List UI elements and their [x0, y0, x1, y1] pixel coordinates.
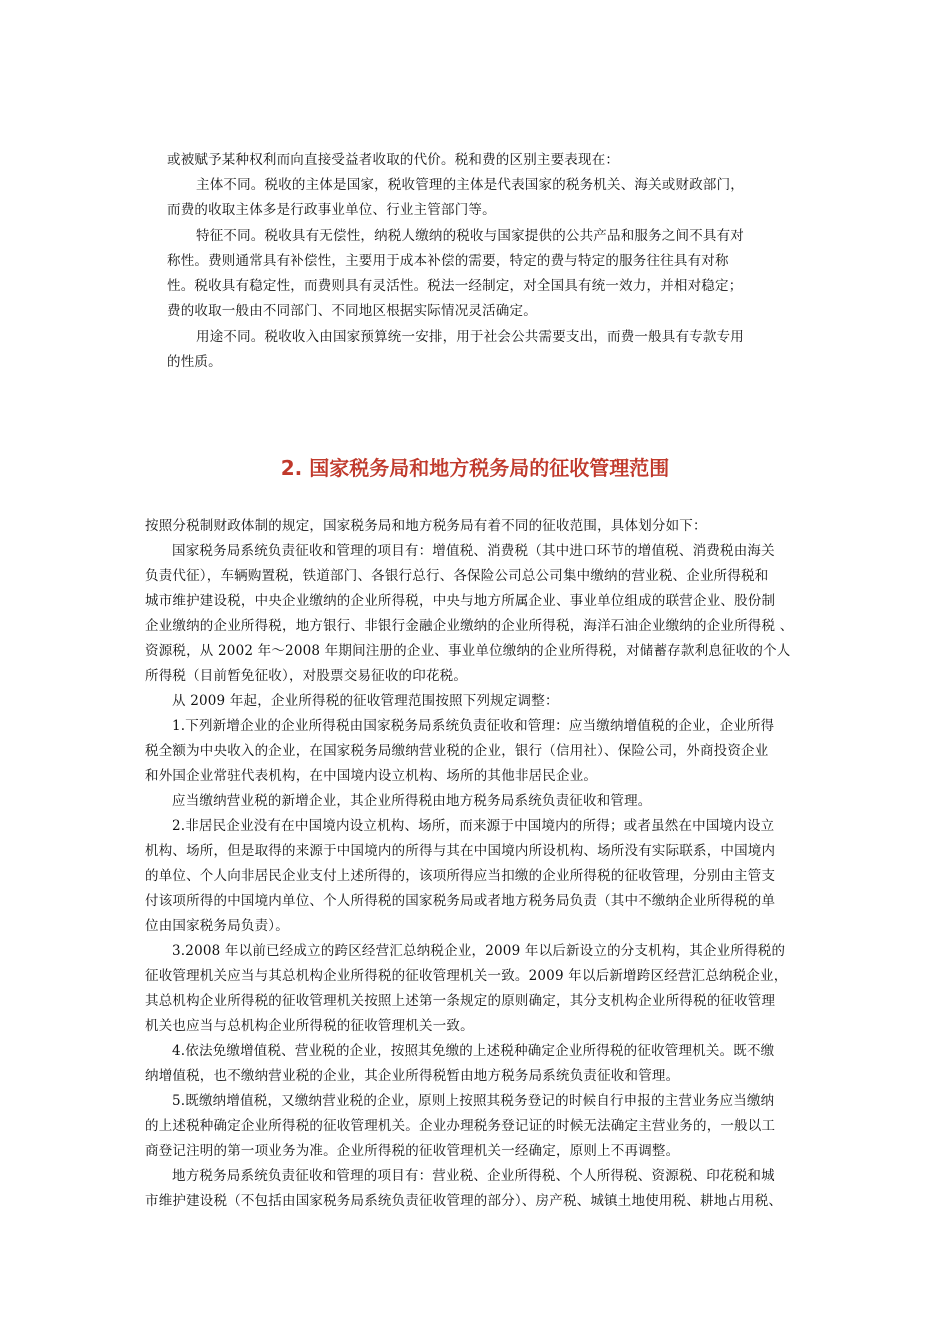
text-line: 市维护建设税（不包括由国家税务局系统负责征收管理的部分）、房产税、城镇土地使用税、耕地占用税、: [145, 1193, 783, 1209]
text-line: 特征不同。税收具有无偿性，纳税人缴纳的税收与国家提供的公共产品和服务之间不具有对: [196, 228, 744, 244]
text-line: 国家税务局系统负责征收和管理的项目有：增值税、消费税（其中进口环节的增值税、消费税由海关: [172, 543, 775, 559]
text-line: 城市维护建设税，中央企业缴纳的企业所得税，中央与地方所属企业、事业单位组成的联营企业、股份制: [145, 593, 776, 609]
text-line: 的上述税种确定企业所得税的征收管理机关。企业办理税务登记证的时候无法确定主营业务的，一般以工: [145, 1118, 776, 1134]
text-line: 称性。费则通常具有补偿性，主要用于成本补偿的需要，特定的费与特定的服务往往具有对称: [167, 253, 729, 269]
text-line: 付该项所得的中国境内单位、个人所得税的国家税务局或者地方税务局负责（其中不缴纳企业所得税的单: [145, 893, 776, 909]
section-heading: 2. 国家税务局和地方税务局的征收管理范围: [280, 456, 670, 480]
text-line: 负责代征），车辆购置税，铁道部门、各银行总行、各保险公司总公司集中缴纳的营业税、企业所得税和: [145, 568, 769, 584]
text-line: 的性质。: [167, 354, 222, 370]
text-line: 2.非居民企业没有在中国境内设立机构、场所，而来源于中国境内的所得；或者虽然在中国境内设立: [172, 818, 775, 834]
text-line: 机构、场所，但是取得的来源于中国境内的所得与其在中国境内所设机构、场所没有实际联系，中国境内: [145, 843, 776, 859]
text-line: 而费的收取主体多是行政事业单位、行业主管部门等。: [167, 202, 496, 218]
text-line: 机关也应当与总机构企业所得税的征收管理机关一致。: [145, 1018, 474, 1034]
text-line: 4.依法免缴增值税、营业税的企业，按照其免缴的上述税种确定企业所得税的征收管理机关。既不缴: [172, 1043, 775, 1059]
text-line: 性。税收具有稳定性，而费则具有灵活性。税法一经制定，对全国具有统一效力，并相对稳定；: [167, 278, 743, 294]
text-line: 企业缴纳的企业所得税，地方银行、非银行金融企业缴纳的企业所得税，海洋石油企业缴纳的企业所得税 、: [145, 618, 794, 634]
text-line: 位由国家税务局负责）。: [145, 918, 289, 934]
text-line: 费的收取一般由不同部门、不同地区根据实际情况灵活确定。: [167, 303, 537, 319]
text-line: 或被赋予某种权利而向直接受益者收取的代价。税和费的区别主要表现在：: [167, 152, 620, 168]
text-line: 商登记注明的第一项业务为准。企业所得税的征收管理机关一经确定，原则上不再调整。: [145, 1143, 680, 1159]
text-line: 按照分税制财政体制的规定，国家税务局和地方税务局有着不同的征收范围，具体划分如下：: [145, 518, 707, 534]
text-line: 地方税务局系统负责征收和管理的项目有：营业税、企业所得税、个人所得税、资源税、印花税和城: [172, 1168, 775, 1184]
text-line: 3.2008 年以前已经成立的跨区经营汇总纳税企业，2009 年以后新设立的分支机构，其企业所得税的: [172, 943, 786, 959]
text-line: 5.既缴纳增值税，又缴纳营业税的企业，原则上按照其税务登记的时候自行申报的主营业务应当缴纳: [172, 1093, 775, 1109]
text-line: 资源税，从 2002 年～2008 年期间注册的企业、事业单位缴纳的企业所得税，对储蓄存款利息征收的个人: [145, 643, 791, 659]
text-line: 用途不同。税收收入由国家预算统一安排，用于社会公共需要支出，而费一般具有专款专用: [196, 329, 744, 345]
text-line: 纳增值税，也不缴纳营业税的企业，其企业所得税暂由地方税务局系统负责征收和管理。: [145, 1068, 680, 1084]
text-line: 税全额为中央收入的企业，在国家税务局缴纳营业税的企业，银行（信用社）、保险公司，外商投资企业: [145, 743, 769, 759]
text-line: 主体不同。税收的主体是国家，税收管理的主体是代表国家的税务机关、海关或财政部门，: [196, 177, 744, 193]
text-line: 应当缴纳营业税的新增企业，其企业所得税由地方税务局系统负责征收和管理。: [172, 793, 652, 809]
text-line: 所得税（目前暂免征收），对股票交易征收的印花税。: [145, 668, 468, 684]
text-line: 和外国企业常驻代表机构，在中国境内设立机构、场所的其他非居民企业。: [145, 768, 598, 784]
text-line: 从 2009 年起，企业所得税的征收管理范围按照下列规定调整：: [172, 693, 559, 709]
text-line: 1.下列新增企业的企业所得税由国家税务局系统负责征收和管理：应当缴纳增值税的企业，企业所得: [172, 718, 775, 734]
text-line: 其总机构企业所得税的征收管理机关按照上述第一条规定的原则确定，其分支机构企业所得税的征收管理: [145, 993, 776, 1009]
text-line: 征收管理机关应当与其总机构企业所得税的征收管理机关一致。2009 年以后新增跨区经营汇总纳税企业，: [145, 968, 788, 984]
text-line: 的单位、个人向非居民企业支付上述所得的，该项所得应当扣缴的企业所得税的征收管理，分别由主管支: [145, 868, 776, 884]
